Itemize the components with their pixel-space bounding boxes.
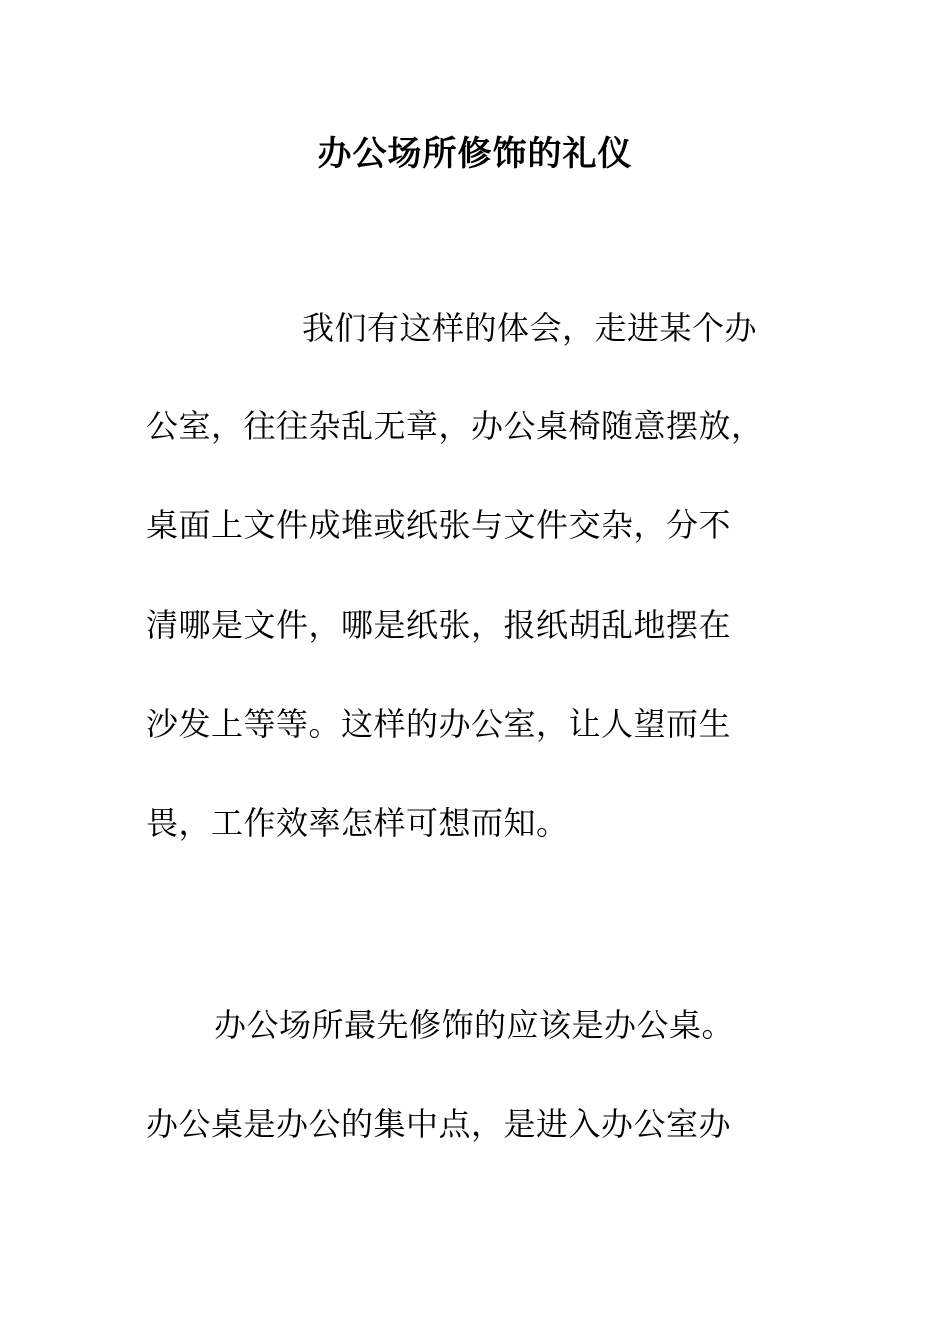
document-title: 办公场所修饰的礼仪 xyxy=(317,134,633,174)
paragraph-line: 清哪是文件，哪是纸张，报纸胡乱地摆在 xyxy=(146,606,732,644)
paragraph-line: 办公场所最先修饰的应该是办公桌。 xyxy=(214,1006,735,1044)
paragraph-line: 我们有这样的体会，走进某个办 xyxy=(302,309,758,347)
paragraph-line: 畏，工作效率怎样可想而知。 xyxy=(146,804,569,842)
paragraph-line: 桌面上文件成堆或纸张与文件交杂，分不 xyxy=(146,506,732,544)
paragraph-line: 沙发上等等。这样的办公室，让人望而生 xyxy=(146,705,732,743)
paragraph-line: 公室，往往杂乱无章，办公桌椅随意摆放， xyxy=(146,407,764,445)
paragraph-line: 办公桌是办公的集中点，是进入办公室办 xyxy=(146,1105,732,1143)
